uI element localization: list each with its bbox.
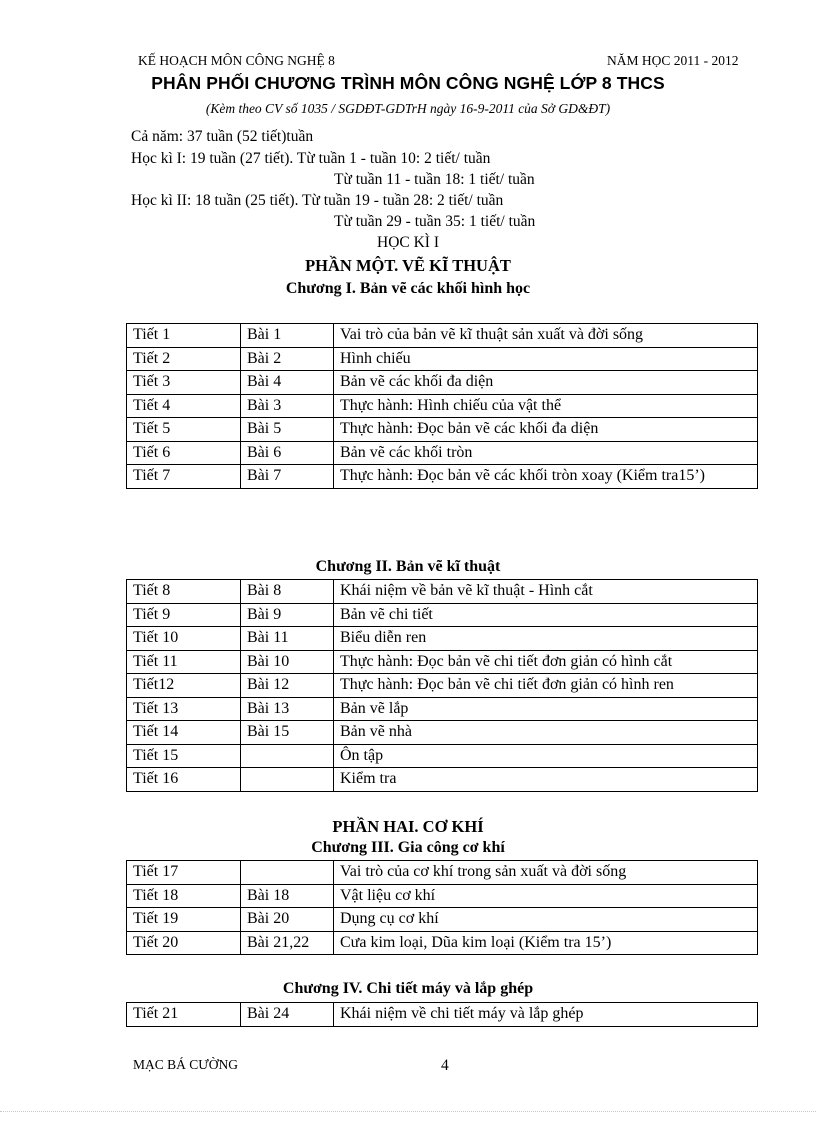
lesson-content: Thực hành: Đọc bản vẽ chi tiết đơn giản có hình ren — [334, 674, 758, 698]
lesson-content: Khái niệm về chi tiết máy và lắp ghép — [334, 1003, 758, 1027]
lesson-number: Bài 12 — [241, 674, 334, 698]
lesson-content: Biểu diễn ren — [334, 627, 758, 651]
lesson-number — [241, 768, 334, 792]
lesson-period: Tiết 1 — [127, 324, 241, 348]
part-two-heading: PHẦN HAI. CƠ KHÍ — [332, 817, 484, 836]
chapter-4-heading: Chương IV. Chi tiết máy và lắp ghép — [282, 980, 534, 997]
chapter-3-table — [126, 860, 758, 955]
table-row — [127, 603, 758, 627]
table-row — [127, 1003, 758, 1027]
lesson-content: Kiểm tra — [334, 768, 758, 792]
lesson-number: Bài 18 — [241, 884, 334, 908]
lesson-number: Bài 20 — [241, 908, 334, 932]
table-row — [127, 861, 758, 885]
lesson-number: Bài 6 — [241, 441, 334, 465]
info-semester-1-cont: Từ tuần 11 - tuần 18: 1 tiết/ tuần — [334, 171, 535, 188]
chapter-3-heading: Chương III. Gia công cơ khí — [311, 839, 505, 856]
lesson-number: Bài 13 — [241, 697, 334, 721]
lesson-period: Tiết 3 — [127, 371, 241, 395]
lesson-content: Thực hành: Hình chiếu của vật thể — [334, 394, 758, 418]
chapter-2-table — [126, 579, 758, 792]
lesson-number: Bài 4 — [241, 371, 334, 395]
lesson-content: Vai trò của bản vẽ kĩ thuật sản xuất và đời sống — [334, 324, 758, 348]
lesson-period: Tiết 20 — [127, 931, 241, 955]
document-subtitle: (Kèm theo CV số 1035 / SGDĐT-GDTrH ngày 16-9-2011 của Sở GD&ĐT) — [205, 101, 611, 116]
chapter-1-heading: Chương I. Bản vẽ các khối hình học — [285, 280, 531, 297]
lesson-content: Thực hành: Đọc bản vẽ các khối đa diện — [334, 418, 758, 442]
table-row — [127, 465, 758, 489]
lesson-period: Tiết 5 — [127, 418, 241, 442]
table-row — [127, 371, 758, 395]
lesson-content: Bản vẽ các khối tròn — [334, 441, 758, 465]
lesson-period: Tiết 21 — [127, 1003, 241, 1027]
lesson-period: Tiết 6 — [127, 441, 241, 465]
header-left: KẾ HOẠCH MÔN CÔNG NGHỆ 8 — [138, 53, 335, 68]
lesson-period: Tiết 10 — [127, 627, 241, 651]
lesson-content: Vật liệu cơ khí — [334, 884, 758, 908]
page-number: 4 — [441, 1057, 449, 1074]
lesson-number: Bài 3 — [241, 394, 334, 418]
info-semester-1: Học kì I: 19 tuần (27 tiết). Từ tuần 1 - tuần 10: 2 tiết/ tuần — [131, 150, 491, 167]
table-row — [127, 650, 758, 674]
chapter-2-heading: Chương II. Bản vẽ kĩ thuật — [315, 558, 501, 575]
lesson-period: Tiết 11 — [127, 650, 241, 674]
lesson-content: Bản vẽ các khối đa diện — [334, 371, 758, 395]
part-one-heading: PHẦN MỘT. VẼ KĨ THUẬT — [305, 256, 511, 275]
lesson-period: Tiết 4 — [127, 394, 241, 418]
table-row — [127, 347, 758, 371]
table-row — [127, 418, 758, 442]
lesson-period: Tiết 2 — [127, 347, 241, 371]
table-row — [127, 908, 758, 932]
lesson-period: Tiết 8 — [127, 580, 241, 604]
semester-heading: HỌC KÌ I — [377, 234, 439, 251]
table-row — [127, 697, 758, 721]
document-title: PHÂN PHỐI CHƯƠNG TRÌNH MÔN CÔNG NGHỆ LỚP 8 THCS — [151, 73, 665, 93]
chapter-4-table — [126, 1002, 758, 1027]
lesson-period: Tiết 7 — [127, 465, 241, 489]
lesson-content: Vai trò của cơ khí trong sản xuất và đời sống — [334, 861, 758, 885]
table-row — [127, 931, 758, 955]
lesson-number: Bài 21,22 — [241, 931, 334, 955]
table-row — [127, 394, 758, 418]
lesson-number: Bài 5 — [241, 418, 334, 442]
lesson-period: Tiết 18 — [127, 884, 241, 908]
lesson-number: Bài 1 — [241, 324, 334, 348]
lesson-content: Bản vẽ lắp — [334, 697, 758, 721]
lesson-number: Bài 24 — [241, 1003, 334, 1027]
table-row — [127, 324, 758, 348]
lesson-content: Dụng cụ cơ khí — [334, 908, 758, 932]
lesson-number: Bài 8 — [241, 580, 334, 604]
lesson-number: Bài 11 — [241, 627, 334, 651]
footer-author: MẠC BÁ CƯỜNG — [133, 1057, 238, 1072]
table-row — [127, 768, 758, 792]
lesson-content: Hình chiếu — [334, 347, 758, 371]
lesson-number — [241, 744, 334, 768]
lesson-content: Ôn tập — [334, 744, 758, 768]
table-row — [127, 674, 758, 698]
lesson-number — [241, 861, 334, 885]
lesson-content: Thực hành: Đọc bản vẽ chi tiết đơn giản có hình cắt — [334, 650, 758, 674]
info-semester-2: Học kì II: 18 tuần (25 tiết). Từ tuần 19 - tuần 28: 2 tiết/ tuần — [131, 192, 504, 209]
table-row — [127, 721, 758, 745]
lesson-number: Bài 15 — [241, 721, 334, 745]
lesson-period: Tiết 13 — [127, 697, 241, 721]
table-row — [127, 744, 758, 768]
info-year: Cả năm: 37 tuần (52 tiết)tuần — [131, 128, 314, 145]
lesson-period: Tiết12 — [127, 674, 241, 698]
lesson-content: Bản vẽ chi tiết — [334, 603, 758, 627]
lesson-period: Tiết 14 — [127, 721, 241, 745]
table-row — [127, 580, 758, 604]
lesson-content: Bản vẽ nhà — [334, 721, 758, 745]
table-row — [127, 627, 758, 651]
chapter-1-table — [126, 323, 758, 489]
lesson-number: Bài 10 — [241, 650, 334, 674]
lesson-period: Tiết 9 — [127, 603, 241, 627]
lesson-content: Khái niệm về bản vẽ kĩ thuật - Hình cắt — [334, 580, 758, 604]
lesson-content: Cưa kim loại, Dũa kim loại (Kiểm tra 15’) — [334, 931, 758, 955]
lesson-period: Tiết 15 — [127, 744, 241, 768]
table-row — [127, 884, 758, 908]
lesson-period: Tiết 19 — [127, 908, 241, 932]
table-row — [127, 441, 758, 465]
lesson-number: Bài 2 — [241, 347, 334, 371]
lesson-number: Bài 9 — [241, 603, 334, 627]
lesson-number: Bài 7 — [241, 465, 334, 489]
lesson-content: Thực hành: Đọc bản vẽ các khối tròn xoay (Kiểm tra15’) — [334, 465, 758, 489]
page-edge-divider — [0, 1111, 816, 1112]
lesson-period: Tiết 17 — [127, 861, 241, 885]
header-right: NĂM HỌC 2011 - 2012 — [607, 53, 739, 68]
info-semester-2-cont: Từ tuần 29 - tuần 35: 1 tiết/ tuần — [334, 213, 536, 230]
lesson-period: Tiết 16 — [127, 768, 241, 792]
